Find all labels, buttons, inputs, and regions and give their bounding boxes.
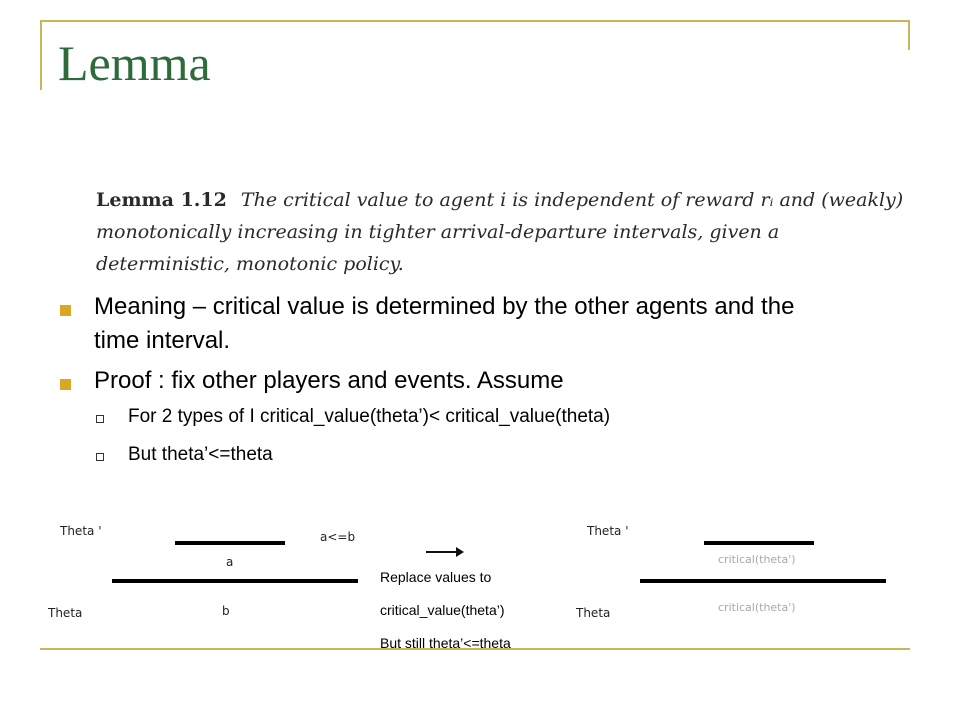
- bullet-text: Proof : fix other players and events. Assume: [94, 367, 564, 394]
- theta-label: Theta: [48, 606, 83, 620]
- frame-left-rule: [40, 20, 42, 90]
- theta-label: Theta: [576, 606, 611, 620]
- bullet-list: [60, 290, 840, 480]
- square-bullet-icon: [60, 305, 71, 316]
- theta-prime-label: Theta ': [60, 524, 102, 538]
- still-note: But still theta’<=theta: [380, 635, 511, 651]
- frame-right-rule: [908, 20, 910, 50]
- sub-bullet-item: [60, 442, 840, 468]
- slide-title: Lemma: [58, 35, 211, 91]
- bullet-text: Meaning – critical value is determined by the other agents and the time interval.: [94, 293, 795, 354]
- right-arrow-icon: [426, 551, 458, 553]
- sub-bullet-item: [60, 404, 840, 430]
- b-label: b: [222, 604, 230, 618]
- arrow-head-icon: [456, 547, 464, 557]
- theta-prime-interval-bar: [175, 541, 285, 545]
- critical-theta-bar: [640, 579, 886, 583]
- critical-theta-prime-bar: [704, 541, 814, 545]
- lemma-text: The critical value to agent i is independent of reward rᵢ and (weakly) monotonically increasing in tighter arrival-departure intervals, given a deterministic, monotonic policy.: [96, 189, 904, 275]
- square-bullet-icon: [60, 379, 71, 390]
- replace-note: Replace values to: [380, 569, 492, 585]
- lemma-label: Lemma 1.12: [96, 189, 227, 211]
- a-label: a: [226, 555, 234, 569]
- sub-bullet-text: For 2 types of I critical_value(theta’)< critical_value(theta): [128, 406, 611, 427]
- hollow-square-bullet-icon: [96, 415, 104, 423]
- bullet-item: [60, 364, 840, 398]
- relation-label: a<=b: [320, 530, 356, 544]
- critical-theta-label: critical(theta'): [718, 601, 796, 614]
- frame-top-rule: [40, 20, 910, 22]
- critical-value-note: critical_value(theta’): [380, 602, 505, 618]
- critical-theta-prime-label: critical(theta'): [718, 553, 796, 566]
- sub-bullet-text: But theta’<=theta: [128, 444, 273, 465]
- lemma-statement: [96, 184, 916, 280]
- bullet-item: [60, 290, 840, 358]
- theta-prime-label: Theta ': [587, 524, 629, 538]
- hollow-square-bullet-icon: [96, 453, 104, 461]
- theta-interval-bar: [112, 579, 358, 583]
